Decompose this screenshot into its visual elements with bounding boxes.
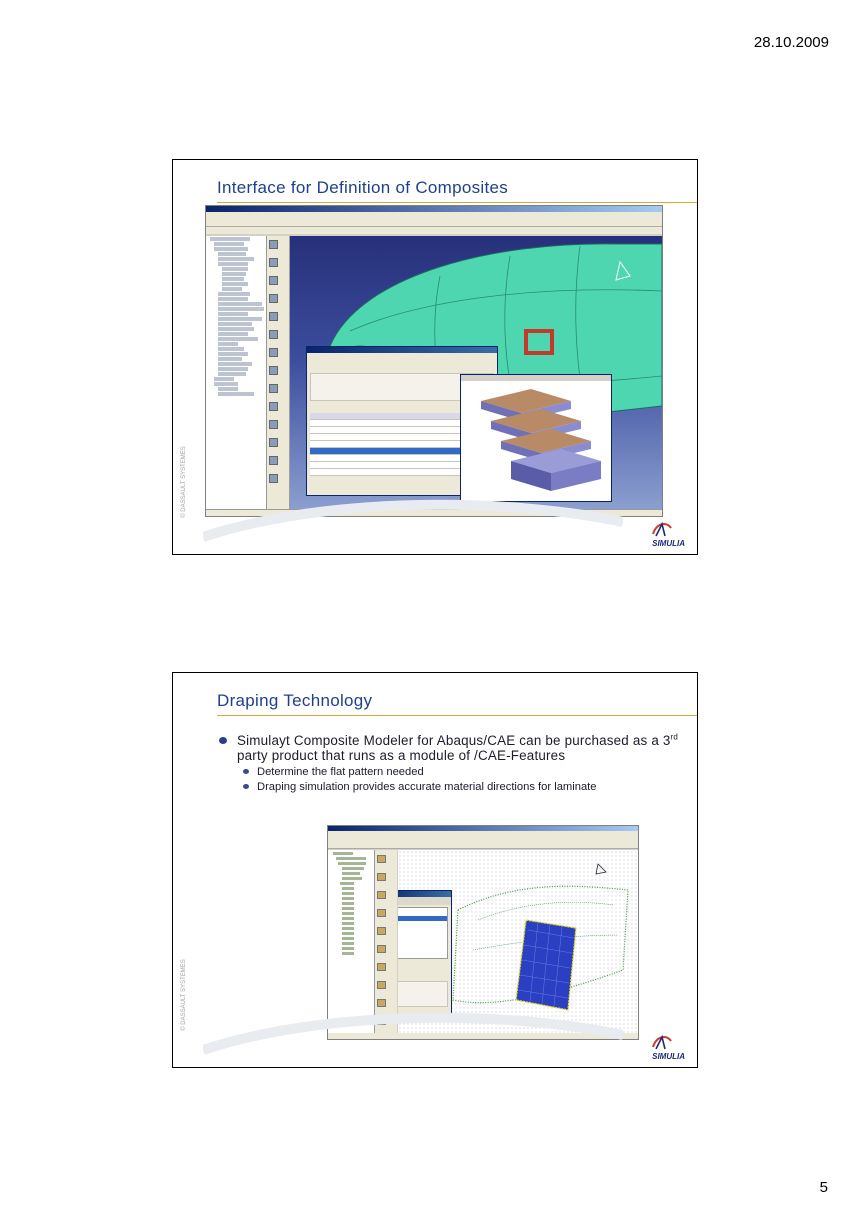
model-tree xyxy=(206,236,267,510)
tool-palette xyxy=(267,236,290,510)
bullet-icon xyxy=(243,769,249,774)
bullet-icon xyxy=(243,784,249,789)
sub-bullet: Determine the flat pattern needed xyxy=(217,765,687,779)
page-number: 5 xyxy=(819,1179,828,1196)
sub-bullet: Draping simulation provides accurate material directions for laminate xyxy=(217,780,687,794)
bullet-list xyxy=(217,733,687,794)
ply-stack-plot-window xyxy=(460,374,612,502)
abaqus-cae-screenshot xyxy=(205,205,663,517)
title-divider xyxy=(217,202,697,203)
composite-dialog xyxy=(398,890,452,1022)
simulia-logo: SIMULIA xyxy=(637,520,685,548)
slide-composites-interface xyxy=(172,159,698,555)
page-date: 28.10.2009 xyxy=(753,34,829,51)
copyright-vertical: © DASSAULT SYSTEMES xyxy=(181,446,187,518)
background-swoosh xyxy=(203,492,623,542)
simulia-logo: SIMULIA xyxy=(637,1033,685,1061)
slide-draping-technology xyxy=(172,672,698,1068)
slide-title: Interface for Definition of Composites xyxy=(217,178,509,197)
bullet-main: Simulayt Composite Modeler for Abaqus/CAE can be purchased as a 3rd party product that runs as a module of /CAE-Features xyxy=(217,733,687,763)
slide-title: Draping Technology xyxy=(217,691,373,710)
copyright-vertical: © DASSAULT SYSTEMES xyxy=(181,959,187,1031)
title-divider xyxy=(217,715,697,716)
toolbar xyxy=(328,836,638,849)
toolbar xyxy=(206,218,662,227)
bullet-icon xyxy=(219,737,227,744)
viewport xyxy=(290,236,662,510)
background-swoosh xyxy=(203,1005,623,1055)
context-bar xyxy=(206,227,662,234)
